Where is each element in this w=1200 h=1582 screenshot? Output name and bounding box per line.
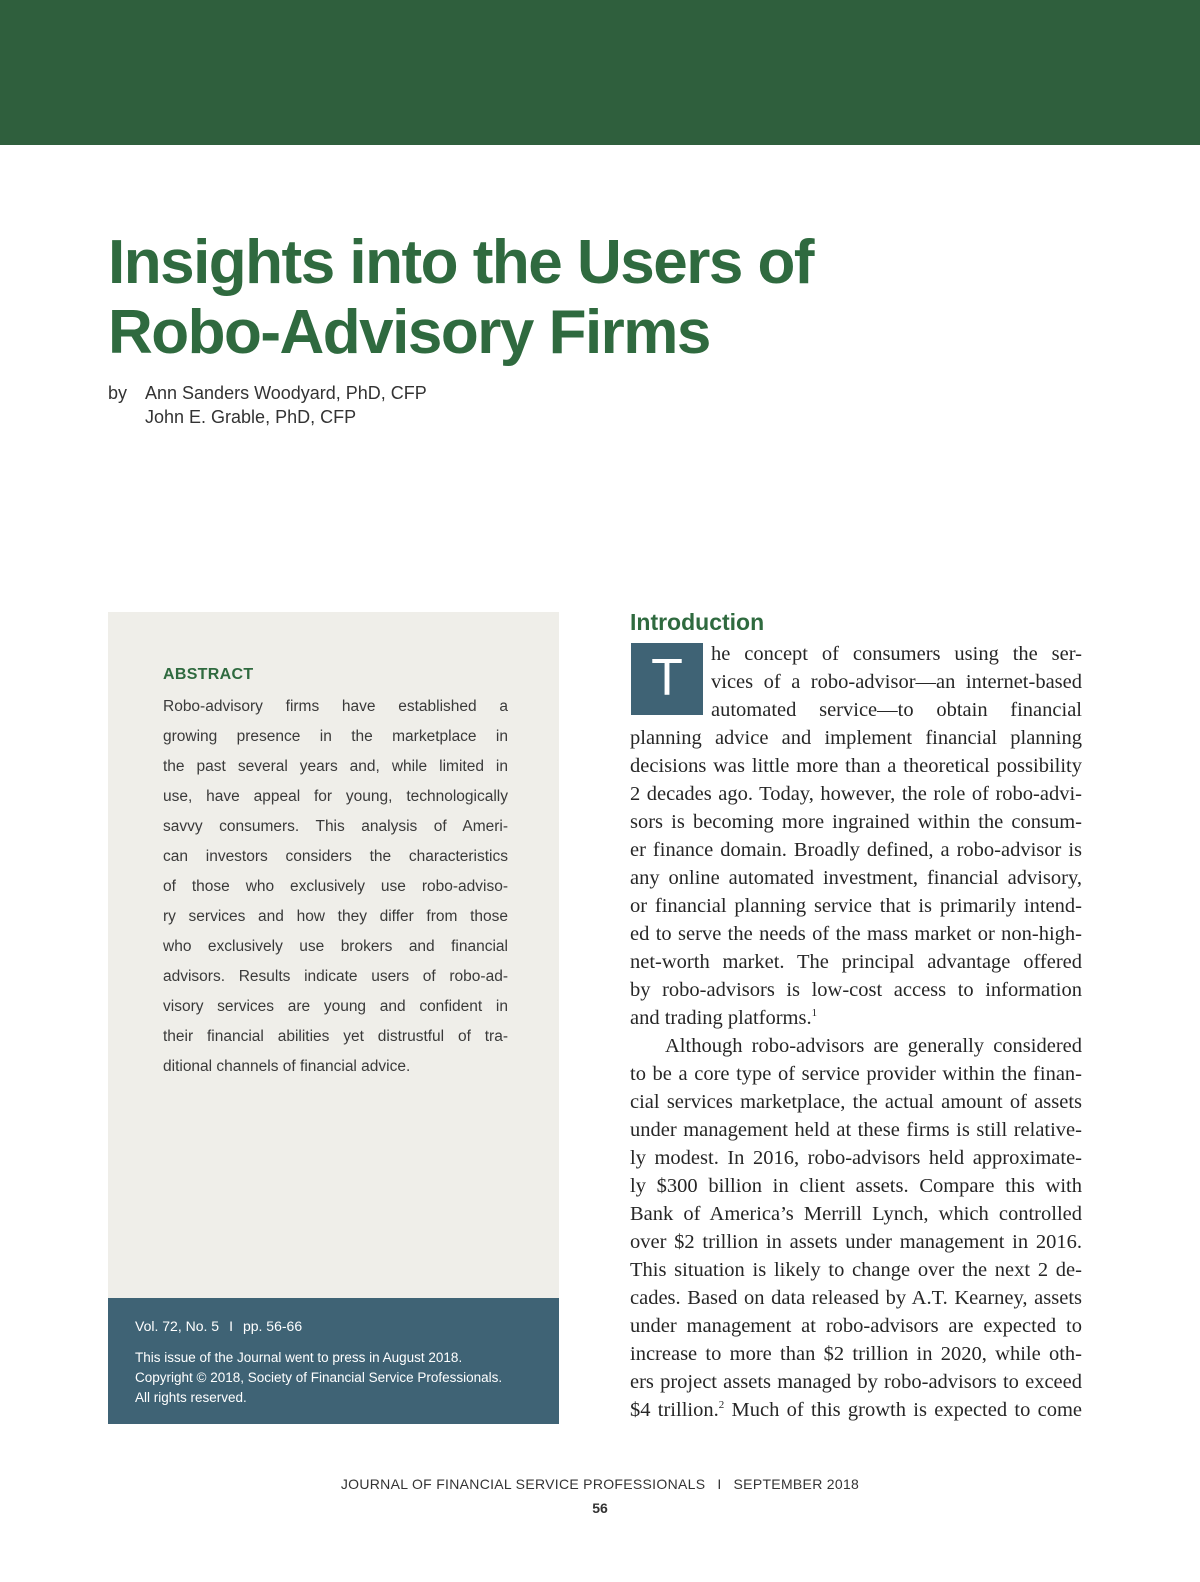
volume-line: [135, 1318, 302, 1334]
header-band: [0, 0, 1200, 145]
introduction-heading: Introduction: [630, 609, 765, 635]
press-line: All rights reserved.: [135, 1390, 247, 1405]
journal-name: JOURNAL OF FINANCIAL SERVICE PROFESSIONALS: [340, 1476, 706, 1492]
body-line: This situation is likely to change over the next 2 de-: [630, 1259, 1082, 1281]
press-note: [135, 1348, 555, 1408]
abstract-line: Robo-advisory firms have established a: [163, 698, 508, 715]
author-name: John E. Grable, PhD, CFP: [145, 407, 357, 427]
body-line: he concept of consumers using the ser-: [711, 643, 1082, 665]
body-line: ed to serve the needs of the mass market or non-high-: [630, 923, 1082, 945]
body-line: vices of a robo-advisor—an internet-based: [711, 671, 1082, 693]
body-line: Although robo-advisors are generally considered: [665, 1035, 1082, 1057]
volume-number: Vol. 72, No. 5: [135, 1318, 220, 1334]
body-line: or financial planning service that is primarily intend-: [630, 895, 1082, 917]
footnote-ref: 2: [718, 1399, 725, 1411]
body-line: ers project assets managed by robo-advisors to exceed: [630, 1371, 1082, 1393]
body-line: planning advice and implement financial planning: [630, 727, 1082, 749]
body-line: net-worth market. The principal advantage offered: [630, 951, 1082, 973]
body-line: by robo-advisors is low-cost access to information: [630, 979, 1082, 1001]
abstract-line: of those who exclusively use robo-adviso-: [163, 878, 508, 895]
body-line: [630, 1396, 1082, 1424]
page-footer: [0, 1476, 1200, 1492]
body-line: over $2 trillion in assets under management in 2016.: [630, 1231, 1082, 1253]
abstract-line: who exclusively use brokers and financial: [163, 938, 508, 955]
author-name: Ann Sanders Woodyard, PhD, CFP: [145, 383, 427, 403]
body-line: to be a core type of service provider within the finan-: [630, 1063, 1082, 1085]
body-line: cades. Based on data released by A.T. Kearney, assets: [630, 1287, 1082, 1309]
body-line: 2 decades ago. Today, however, the role of robo-advi-: [630, 783, 1082, 805]
abstract-line: the past several years and, while limited in: [163, 758, 508, 775]
abstract-panel: [108, 612, 559, 1298]
abstract-text: [163, 692, 508, 1082]
by-label: by: [108, 383, 128, 403]
body-line: sors is becoming more ingrained within the consum-: [630, 811, 1082, 833]
issue-date: SEPTEMBER 2018: [733, 1476, 860, 1492]
article-title: [108, 228, 1008, 368]
press-line: This issue of the Journal went to press in August 2018.: [135, 1350, 463, 1365]
body-line: ly modest. In 2016, robo-advisors held approximate-: [630, 1147, 1082, 1169]
title-line: Robo-Advisory Firms: [108, 298, 710, 367]
body-line: decisions was little more than a theoretical possibility: [630, 755, 1082, 777]
abstract-line: ditional channels of financial advice.: [163, 1058, 411, 1075]
press-line: Copyright © 2018, Society of Financial Service Professionals.: [135, 1370, 503, 1385]
publication-info-panel: [108, 1298, 559, 1424]
abstract-line: advisors. Results indicate users of robo-ad-: [163, 968, 508, 985]
body-line: cial services marketplace, the actual amount of assets: [630, 1091, 1082, 1113]
abstract-line: use, have appeal for young, technologically: [163, 788, 508, 805]
body-line: automated service—to obtain financial: [711, 699, 1082, 721]
body-line: ly $300 billion in client assets. Compare this with: [630, 1175, 1082, 1197]
page-range: pp. 56-66: [242, 1318, 303, 1334]
body-line: under management at robo-advisors are expected to: [630, 1315, 1082, 1337]
page-number: 56: [592, 1500, 608, 1516]
title-line: Insights into the Users of: [108, 228, 814, 297]
abstract-line: their financial abilities yet distrustful of tra-: [163, 1028, 508, 1045]
abstract-line: ry services and how they differ from those: [163, 908, 508, 925]
body-line-text: $4 trillion.: [630, 1399, 719, 1421]
abstract-line: can investors considers the characteristics: [163, 848, 508, 865]
drop-cap: T: [631, 643, 703, 715]
body-line-text: and trading platforms.: [630, 1007, 812, 1029]
body-line: any online automated investment, financial advisory,: [630, 867, 1082, 889]
abstract-heading: ABSTRACT: [163, 666, 254, 683]
body-line: under management held at these firms is still relative-: [630, 1119, 1082, 1141]
footnote-ref: 1: [811, 1007, 818, 1019]
body-line: [630, 1004, 1082, 1032]
abstract-line: growing presence in the marketplace in: [163, 728, 508, 745]
body-line: increase to more than $2 trillion in 2020, while oth-: [630, 1343, 1082, 1365]
body-line: er finance domain. Broadly defined, a robo-advisor is: [630, 839, 1082, 861]
separator: I: [229, 1318, 233, 1334]
body-line-text: Much of this growth is expected to come: [724, 1399, 1083, 1421]
separator: I: [717, 1476, 722, 1492]
body-line: Bank of America’s Merrill Lynch, which controlled: [630, 1203, 1082, 1225]
introduction-text: [630, 640, 1082, 1424]
abstract-line: visory services are young and confident in: [163, 998, 508, 1015]
author-list: [145, 381, 545, 429]
abstract-line: savvy consumers. This analysis of Ameri-: [163, 818, 508, 835]
